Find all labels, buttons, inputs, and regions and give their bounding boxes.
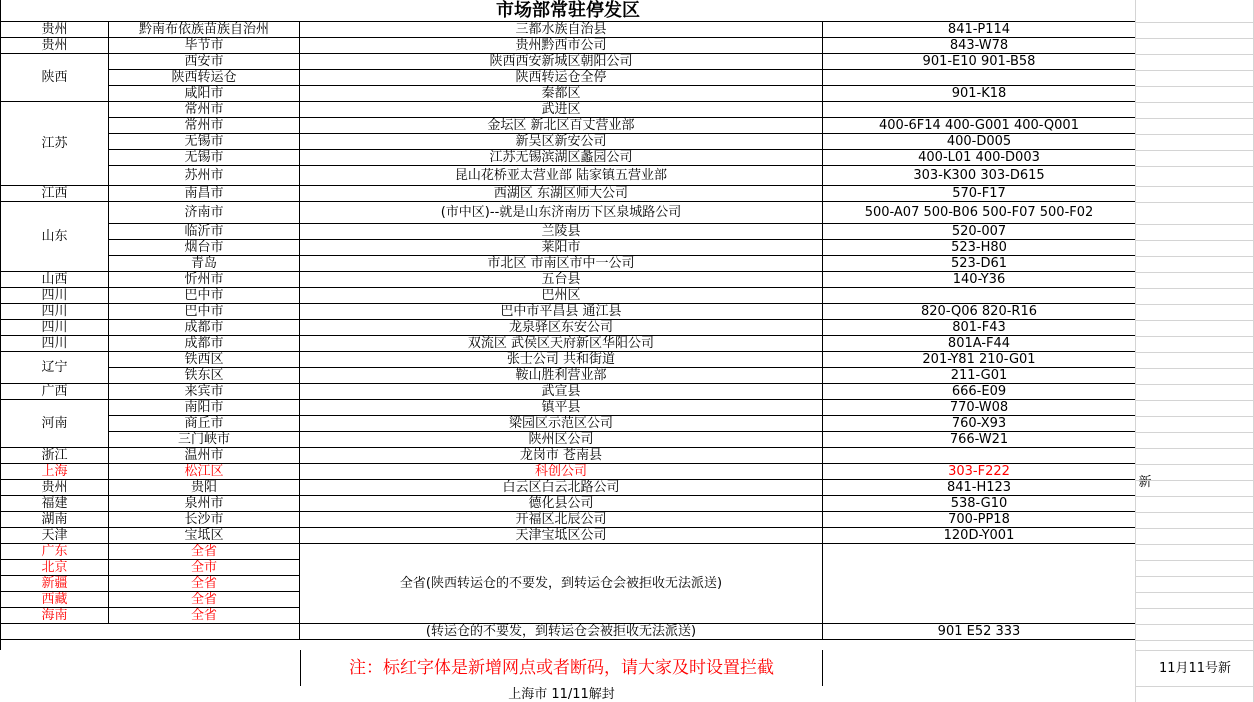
cell-code <box>823 544 1136 624</box>
cell-city: 咸阳市 <box>109 86 300 102</box>
cell-province: 浙江 <box>0 448 109 464</box>
cell-city: 西安市 <box>109 54 300 70</box>
cell-district: 西湖区 东湖区师大公司 <box>300 186 823 202</box>
cell-code: 841-P114 <box>823 22 1136 38</box>
cell-code: 400-6F14 400-G001 400-Q001 <box>823 118 1136 134</box>
cell-code: 801A-F44 <box>823 336 1136 352</box>
cell-code: 841-H123 <box>823 480 1136 496</box>
gridline <box>1136 384 1254 385</box>
cell-code: 901-E10 901-B58 <box>823 54 1136 70</box>
gridline <box>1136 592 1254 593</box>
cell-city: 泉州市 <box>109 496 300 512</box>
cell-district: 巴中市平昌县 通江县 <box>300 304 823 320</box>
gridline <box>1136 576 1254 577</box>
cell-district: 德化县公司 <box>300 496 823 512</box>
cell-city: 临沂市 <box>109 224 300 240</box>
gridline <box>1136 608 1254 609</box>
cell-province: 广西 <box>0 384 109 400</box>
gridline <box>1136 480 1254 481</box>
cell-district: 昆山花桥亚太营业部 陆家镇五营业部 <box>300 166 823 186</box>
cell-district: 武进区 <box>300 102 823 118</box>
cell-province: 天津 <box>0 528 109 544</box>
gridline <box>1136 624 1254 625</box>
cell-code: 140-Y36 <box>823 272 1136 288</box>
cell-city: 长沙市 <box>109 512 300 528</box>
cell-city: 陕西转运仓 <box>109 70 300 86</box>
cell-province: 新疆 <box>0 576 109 592</box>
cell-code <box>823 288 1136 304</box>
cell-district: 天津宝坻区公司 <box>300 528 823 544</box>
cell-district: 武宣县 <box>300 384 823 400</box>
cell-city: 全省 <box>109 592 300 608</box>
gridline <box>1136 368 1254 369</box>
cell-district: 梁园区示范区公司 <box>300 416 823 432</box>
cell-code: 801-F43 <box>823 320 1136 336</box>
cell-code: 770-W08 <box>823 400 1136 416</box>
gridline <box>1136 528 1254 529</box>
cell-code: 523-H80 <box>823 240 1136 256</box>
cell-district: 陕州区公司 <box>300 432 823 448</box>
cell-district: 开福区北辰公司 <box>300 512 823 528</box>
cell-city: 巴中市 <box>109 288 300 304</box>
cell-province: 西藏 <box>0 592 109 608</box>
cell-city: 忻州市 <box>109 272 300 288</box>
cell-district: 鞍山胜利营业部 <box>300 368 823 384</box>
cell-city: 黔南布依族苗族自治州 <box>109 22 300 38</box>
gridline <box>1136 432 1254 433</box>
cell-city: 青岛 <box>109 256 300 272</box>
cell-district: (转运仓的不要发，到转运仓会被拒收无法派送) <box>300 624 823 640</box>
cell-code: 500-A07 500-B06 500-F07 500-F02 <box>823 202 1136 224</box>
cell-province: 福建 <box>0 496 109 512</box>
gridline <box>1136 166 1254 167</box>
cell-code: 538-G10 <box>823 496 1136 512</box>
cell-code: 760-X93 <box>823 416 1136 432</box>
cell-city: 铁东区 <box>109 368 300 384</box>
cell-city: 商丘市 <box>109 416 300 432</box>
cell-city: 无锡市 <box>109 134 300 150</box>
gridline <box>1136 54 1254 55</box>
cell-city: 三门峡市 <box>109 432 300 448</box>
cell-province: 江苏 <box>0 102 109 186</box>
cell-province: 四川 <box>0 336 109 352</box>
gridline <box>1136 38 1254 39</box>
cell-province: 山东 <box>0 202 109 272</box>
gridline <box>1136 544 1254 545</box>
cell-district: 龙岗市 苍南县 <box>300 448 823 464</box>
cell-district: 镇平县 <box>300 400 823 416</box>
gridline <box>1136 640 1254 641</box>
gridline <box>1136 224 1254 225</box>
cell-province: 贵州 <box>0 38 109 54</box>
cell-city: 松江区 <box>109 464 300 480</box>
cell-district: 陕西西安新城区朝阳公司 <box>300 54 823 70</box>
footer-note: 上海市 11/11解封 <box>508 686 615 702</box>
gridline <box>1136 320 1254 321</box>
cell-code <box>823 102 1136 118</box>
cell-district: 三都水族自治县 <box>300 22 823 38</box>
cell-province: 四川 <box>0 288 109 304</box>
cell-province: 陕西 <box>0 54 109 102</box>
cell-city: 毕节市 <box>109 38 300 54</box>
cell-code: 766-W21 <box>823 432 1136 448</box>
gridline <box>1136 186 1254 187</box>
cell-city: 南昌市 <box>109 186 300 202</box>
cell-district: 秦都区 <box>300 86 823 102</box>
cell-district: 白云区白云北路公司 <box>300 480 823 496</box>
cell-province: 辽宁 <box>0 352 109 384</box>
cell-district: 巴州区 <box>300 288 823 304</box>
cell-code: 700-PP18 <box>823 512 1136 528</box>
cell-code: 201-Y81 210-G01 <box>823 352 1136 368</box>
cell-city: 常州市 <box>109 118 300 134</box>
cell-code: 666-E09 <box>823 384 1136 400</box>
cell-city: 全省 <box>109 544 300 560</box>
cell-province: 贵州 <box>0 480 109 496</box>
gridline <box>1136 102 1254 103</box>
cell-city: 全省 <box>109 608 300 624</box>
gridline <box>1136 686 1254 687</box>
cell-city: 来宾市 <box>109 384 300 400</box>
gridline <box>1136 202 1254 203</box>
cell-code: 901 E52 333 <box>823 624 1136 640</box>
cell-code: 400-D005 <box>823 134 1136 150</box>
cell-province: 四川 <box>0 320 109 336</box>
cell-code: 843-W78 <box>823 38 1136 54</box>
cell-city: 苏州市 <box>109 166 300 186</box>
cell-district: 陕西转运仓全停 <box>300 70 823 86</box>
cell-city: 铁西区 <box>109 352 300 368</box>
gridline <box>1136 304 1254 305</box>
cell-city: 全省 <box>109 576 300 592</box>
cell-district: 科创公司 <box>300 464 823 480</box>
cell-province: 上海 <box>0 464 109 480</box>
cell-code: 820-Q06 820-R16 <box>823 304 1136 320</box>
cell-city: 南阳市 <box>109 400 300 416</box>
cell-district: 莱阳市 <box>300 240 823 256</box>
gridline <box>1136 150 1254 151</box>
cell-city: 烟台市 <box>109 240 300 256</box>
cell-code <box>823 448 1136 464</box>
gridline <box>1136 336 1254 337</box>
cell-code: 211-G01 <box>823 368 1136 384</box>
cell-district: 五台县 <box>300 272 823 288</box>
cell-province: 四川 <box>0 304 109 320</box>
cell-district: 市北区 市南区市中一公司 <box>300 256 823 272</box>
cell-district: 金坛区 新北区百丈营业部 <box>300 118 823 134</box>
gridline <box>1136 70 1254 71</box>
cell-province: 广东 <box>0 544 109 560</box>
cell-city: 全市 <box>109 560 300 576</box>
gridline <box>1136 86 1254 87</box>
cell-city: 成都市 <box>109 320 300 336</box>
gridline <box>1136 256 1254 257</box>
cell-city: 成都市 <box>109 336 300 352</box>
cell-city: 无锡市 <box>109 150 300 166</box>
gridline <box>1136 512 1254 513</box>
cell-code: 120D-Y001 <box>823 528 1136 544</box>
cell-code: 523-D61 <box>823 256 1136 272</box>
cell-district: 贵州黔西市公司 <box>300 38 823 54</box>
gridline <box>1136 400 1254 401</box>
cell-province: 北京 <box>0 560 109 576</box>
gridline <box>1136 118 1254 119</box>
side-date-note: 11月11号新 <box>1158 660 1232 676</box>
gridline <box>1136 464 1254 465</box>
cell-district: 江苏无锡滨湖区蠡园公司 <box>300 150 823 166</box>
cell-code: 303-F222 <box>823 464 1136 480</box>
cell-district: (市中区)--就是山东济南历下区泉城路公司 <box>300 202 823 224</box>
spacer-row <box>0 640 1136 650</box>
cell-city: 宝坻区 <box>109 528 300 544</box>
cell-district: 张士公司 共和街道 <box>300 352 823 368</box>
cell-district: 龙泉驿区东安公司 <box>300 320 823 336</box>
cell-code: 901-K18 <box>823 86 1136 102</box>
gridline <box>1136 448 1254 449</box>
cell-code: 570-F17 <box>823 186 1136 202</box>
cell-province: 海南 <box>0 608 109 624</box>
cell-city: 贵阳 <box>109 480 300 496</box>
gridline <box>1136 240 1254 241</box>
cell-province: 湖南 <box>0 512 109 528</box>
cell-code <box>823 70 1136 86</box>
cell-code: 520-007 <box>823 224 1136 240</box>
cell-city: 济南市 <box>109 202 300 224</box>
gridline <box>1136 272 1254 273</box>
gridline <box>1136 288 1254 289</box>
gridline <box>1136 560 1254 561</box>
gridline <box>1136 352 1254 353</box>
cell-city: 温州市 <box>109 448 300 464</box>
cell-code: 400-L01 400-D003 <box>823 150 1136 166</box>
cell-district: 双流区 武侯区天府新区华阳公司 <box>300 336 823 352</box>
gridline <box>1136 134 1254 135</box>
gridline <box>1136 650 1254 651</box>
cell-city: 常州市 <box>109 102 300 118</box>
cell-code: 303-K300 303-D615 <box>823 166 1136 186</box>
cell-province: 贵州 <box>0 22 109 38</box>
cell-district: 兰陵县 <box>300 224 823 240</box>
cell-province <box>0 624 300 640</box>
cell-province: 河南 <box>0 400 109 448</box>
side-new-label: 新 <box>1138 474 1152 490</box>
red-note: 注：标红字体是新增网点或者断码，请大家及时设置拦截 <box>300 650 823 686</box>
gridline <box>1136 496 1254 497</box>
cell-province: 山西 <box>0 272 109 288</box>
gridline <box>1136 416 1254 417</box>
gridline <box>1136 22 1254 23</box>
gridline <box>1135 0 1136 702</box>
cell-district: 新吴区新安公司 <box>300 134 823 150</box>
cell-province: 江西 <box>0 186 109 202</box>
cell-city: 巴中市 <box>109 304 300 320</box>
sheet-title: 市场部常驻停发区 <box>0 0 1136 22</box>
cell-district: 全省(陕西转运仓的不要发，到转运仓会被拒收无法派送) <box>300 544 823 624</box>
